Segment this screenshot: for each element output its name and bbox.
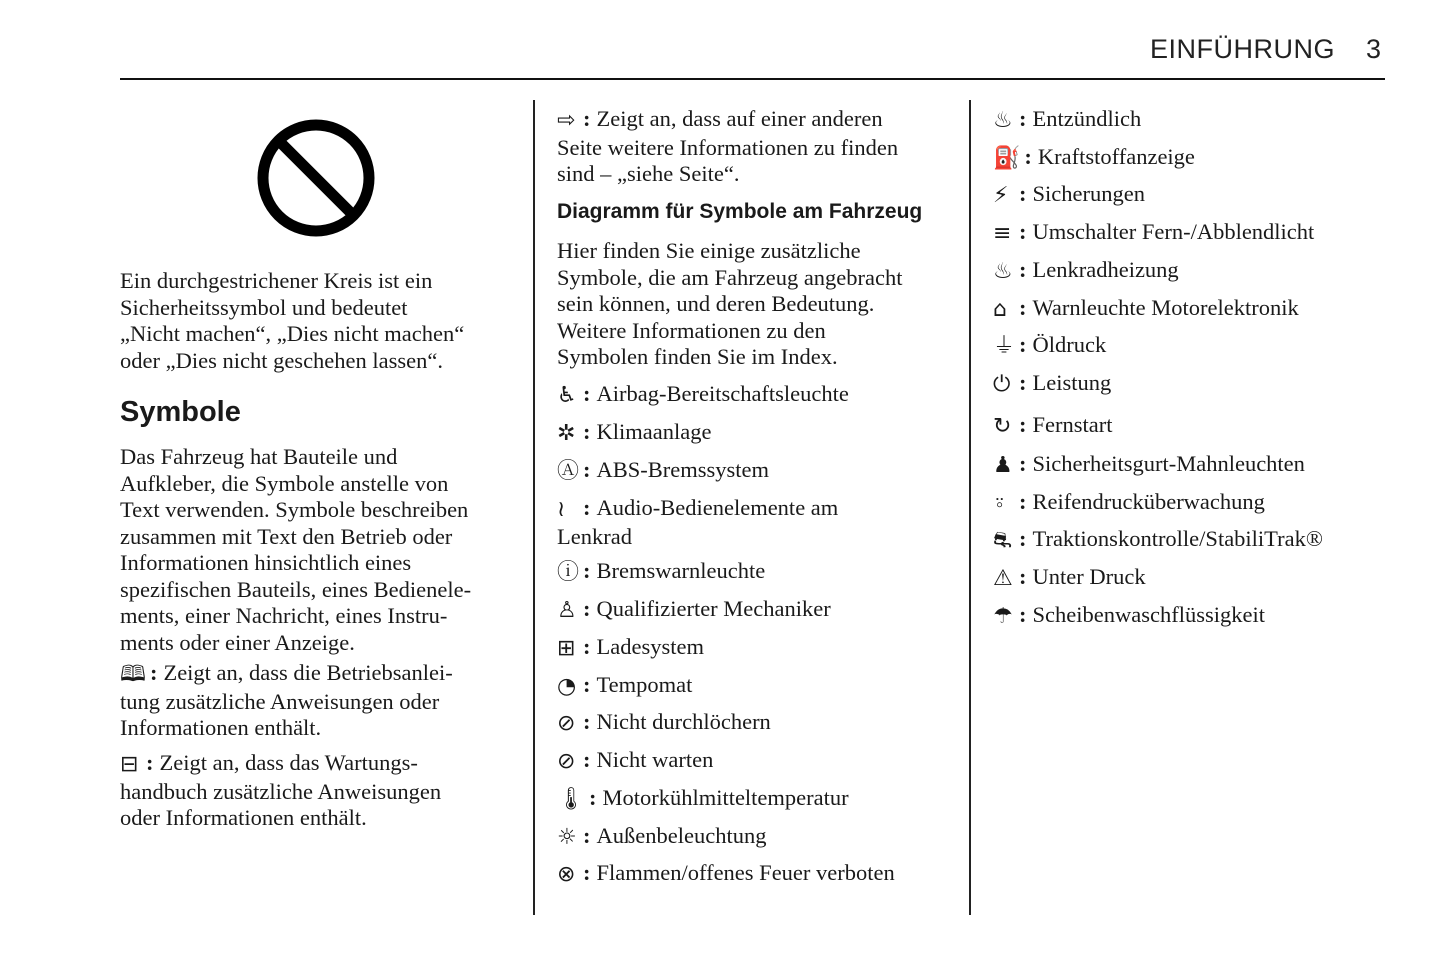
symbol-item <box>557 419 711 448</box>
heading-diagram: Diagramm für Symbole am Fahrzeug <box>557 200 923 223</box>
symbol-label: Qualifizierter Mechaniker <box>596 596 831 621</box>
separator: : <box>588 785 597 810</box>
column-divider <box>533 100 535 915</box>
symbol-item <box>993 257 1179 286</box>
power-icon: ⏻ <box>993 372 1011 397</box>
symbol-item <box>993 295 1299 324</box>
symbol-label: Leistung <box>1032 370 1112 395</box>
symbol-label: Entzündlich <box>1032 106 1142 131</box>
see-page-note: ⇨ : Zeigt an, dass auf einer anderen Seite weitere Informationen zu finden sind – „siehe Seite“. <box>557 106 899 186</box>
symbol-item <box>557 495 838 550</box>
symbols-intro: Das Fahrzeug hat Bauteile und Aufkleber, die Symbole anstelle von Text verwenden. Symbole beschreiben zusammen mit Text den Betrieb oder Informationen hinsichtlich eines spezifischen Bauteils, eines Bedienele- ments, einer Nachricht, eines Instru- ments oder einer Anzeige. <box>120 444 472 655</box>
section-title: EINFÜHRUNG <box>1150 34 1335 64</box>
separator: : <box>1019 451 1027 476</box>
symbol-label: Außenbeleuchtung <box>596 823 767 848</box>
separator: : <box>583 823 591 848</box>
traction-control-icon: ⛐ <box>993 528 1012 553</box>
separator: : <box>1019 370 1027 395</box>
heated-steering-wheel-icon: ♨ <box>993 259 1013 284</box>
symbol-item <box>993 526 1323 555</box>
separator: : <box>583 747 591 772</box>
separator: : <box>583 860 591 885</box>
symbol-item <box>557 785 849 814</box>
abs-icon: Ⓐ <box>557 459 580 484</box>
symbol-item <box>557 558 765 587</box>
tire-pressure-icon: ⍤ <box>993 491 1007 516</box>
separator: : <box>1024 144 1032 169</box>
symbol-label: Sicherheitsgurt-Mahnleuchten <box>1032 451 1305 476</box>
symbol-label: Reifendrucküberwachung <box>1032 489 1265 514</box>
symbol-item <box>993 489 1265 518</box>
separator: : <box>1019 106 1027 131</box>
symbol-item <box>993 370 1111 399</box>
flammable-icon: ♨ <box>993 108 1013 133</box>
symbol-item <box>557 823 766 852</box>
column-divider <box>969 100 971 915</box>
prohibition-text: Ein durchgestrichener Kreis ist ein Sicherheitssymbol und bedeutet „Nicht machen“, „Dies nicht machen“ oder „Dies nicht geschehen lassen“. <box>120 268 465 373</box>
symbol-label: Umschalter Fern-/Abblendlicht <box>1032 219 1315 244</box>
symbol-label: Sicherungen <box>1032 181 1145 206</box>
separator: : <box>583 709 591 734</box>
symbol-item <box>993 332 1106 361</box>
high-low-beam-icon: ≡ <box>993 221 1012 246</box>
no-open-flame-icon: ⊗ <box>557 862 576 887</box>
separator: : <box>583 495 591 520</box>
symbol-item <box>993 451 1305 480</box>
seat-belt-icon: ♟ <box>993 453 1013 478</box>
page-number: 3 <box>1366 34 1382 64</box>
audio-steering-icon: ≀ <box>557 497 566 522</box>
header-rule <box>120 78 1385 80</box>
symbol-label: Traktionskontrolle/StabiliTrak® <box>1032 526 1323 551</box>
symbol-label: Fernstart <box>1032 412 1113 437</box>
oil-pressure-icon: ⏚ <box>993 334 1016 359</box>
symbol-item <box>993 412 1112 441</box>
separator: : <box>1019 181 1027 206</box>
symbol-label: Tempomat <box>596 672 693 697</box>
separator: : <box>1019 489 1027 514</box>
cruise-control-icon: ◔ <box>557 674 577 699</box>
separator: : <box>583 596 591 621</box>
separator: : <box>583 381 591 406</box>
symbol-item <box>993 181 1145 210</box>
symbol-label: Nicht warten <box>596 747 714 772</box>
climate-icon: ✲ <box>557 421 576 446</box>
manual-note: 🕮 : Zeigt an, dass die Betriebsanlei- tung zusätzliche Anweisungen oder Informationen enthält. <box>120 660 453 740</box>
symbol-label: Bremswarnleuchte <box>596 558 766 583</box>
prohibition-icon <box>256 118 376 238</box>
symbol-label: Scheibenwaschflüssigkeit <box>1032 602 1265 627</box>
symbol-item <box>557 709 771 738</box>
coolant-temperature-icon: 🌡 <box>557 787 585 812</box>
service-manual-icon: ⊟ <box>120 752 139 777</box>
separator: : <box>1019 219 1027 244</box>
separator: : <box>1019 602 1027 627</box>
symbol-label: Unter Druck <box>1032 564 1146 589</box>
symbol-item <box>557 381 849 410</box>
service-note-text: Zeigt an, dass das Wartungs- handbuch zusätzliche Anweisungen oder Informationen enthält. <box>120 750 442 830</box>
separator: : <box>583 558 591 583</box>
symbol-label: Klimaanlage <box>596 419 712 444</box>
check-engine-icon: ⌂ <box>993 297 1007 322</box>
diagram-intro: Hier finden Sie einige zusätzliche Symbole, die am Fahrzeug angebracht sein können, und deren Bedeutung. Weitere Informationen zu den Symbolen finden Sie im Index. <box>557 238 903 369</box>
mechanic-icon: ♙ <box>557 598 577 623</box>
do-not-service-icon: ⊘ <box>557 749 576 774</box>
symbol-label: Warnleuchte Motorelektronik <box>1032 295 1299 320</box>
brake-warning-icon: ⓘ <box>557 560 580 585</box>
symbol-item <box>557 860 895 889</box>
symbol-label: Flammen/offenes Feuer verboten <box>596 860 895 885</box>
symbol-item <box>993 106 1141 135</box>
arrow-right-icon: ⇨ <box>557 108 576 133</box>
symbol-label: Öldruck <box>1032 332 1107 357</box>
symbol-label: Lenkradheizung <box>1032 257 1179 282</box>
symbol-item <box>993 144 1195 173</box>
separator: : <box>1019 257 1027 282</box>
heading-symbole: Symbole <box>120 396 241 428</box>
separator: : <box>1019 526 1027 551</box>
separator: : <box>1019 332 1027 357</box>
symbol-item <box>557 672 692 701</box>
symbol-item <box>993 564 1146 593</box>
washer-fluid-icon: ☂ <box>993 604 1013 629</box>
separator: : <box>583 419 591 444</box>
fuses-icon: ⚡ <box>993 183 1009 208</box>
under-pressure-icon: ⚠ <box>993 566 1013 591</box>
service-note: ⊟ : Zeigt an, dass das Wartungs- handbuch zusätzliche Anweisungen oder Informationen enthält. <box>120 750 442 830</box>
symbol-label: Airbag-Bereitschaftsleuchte <box>596 381 849 406</box>
symbol-label: Kraftstoffanzeige <box>1037 144 1195 169</box>
symbol-item <box>557 747 713 776</box>
symbol-item <box>557 634 704 663</box>
battery-icon: ⊞ <box>557 636 576 661</box>
separator: : <box>1019 412 1027 437</box>
manual-note-text: Zeigt an, dass die Betriebsanlei- tung zusätzliche Anweisungen oder Informationen enthält. <box>120 660 453 740</box>
airbag-icon: ♿ <box>557 383 577 408</box>
see-page-text: Zeigt an, dass auf einer anderen Seite weitere Informationen zu finden sind – „siehe Seite“. <box>557 106 899 186</box>
do-not-puncture-icon: ⊘ <box>557 711 576 736</box>
remote-start-icon: ↻ <box>993 414 1012 439</box>
symbol-item <box>557 596 831 625</box>
symbol-item <box>993 219 1314 248</box>
fuel-gauge-icon: ⛽ <box>993 146 1021 171</box>
symbol-item <box>993 602 1265 631</box>
symbol-label: Audio-Bedienelemente am Lenkrad <box>557 495 839 549</box>
separator: : <box>1019 295 1027 320</box>
symbol-label: ABS-Bremssystem <box>596 457 770 482</box>
separator: : <box>583 634 591 659</box>
symbol-label: Nicht durchlöchern <box>596 709 771 734</box>
symbol-label: Ladesystem <box>596 634 704 659</box>
exterior-lamp-icon: ☼ <box>557 825 577 850</box>
book-icon: 🕮 <box>120 662 146 687</box>
separator: : <box>583 457 591 482</box>
symbol-label: Motorkühlmitteltemperatur <box>602 785 849 810</box>
separator: : <box>1019 564 1027 589</box>
separator: : <box>583 672 591 697</box>
symbol-item <box>557 457 769 486</box>
